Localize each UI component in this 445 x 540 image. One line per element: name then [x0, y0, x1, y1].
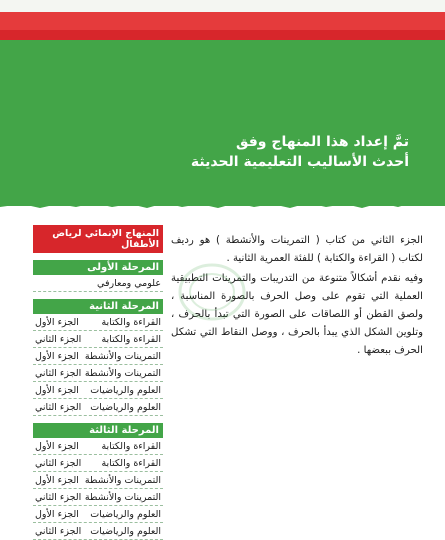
description-paragraph-1: الجزء الثاني من كتاب ( التمرينات والأنشطة ) هو رديف لكتاب ( القراءة والكتابة ) للفئة العمرية الثانية . [171, 235, 423, 264]
table-row [33, 523, 163, 540]
stage-3-heading: المرحلة الثالثة [33, 423, 163, 438]
green-panel [0, 40, 445, 206]
torn-paper-edge [0, 195, 445, 215]
part: الجزء الأول [35, 475, 79, 486]
part: الجزء الأول [35, 385, 79, 396]
part: الجزء الثاني [35, 458, 82, 469]
table-row [33, 382, 163, 399]
table-row [33, 489, 163, 506]
top-strip [0, 0, 445, 12]
part: الجزء الأول [35, 317, 79, 328]
description-paragraph-2: وفيه نقدم أشكالاً متنوعة من التدريبات والتمرينات التطبيقية العملية التي تقوم على وصل الحرف بالصورة المناسبة ، ولصق القطن أو اللصاقات على الصورة التي تبدأ بالحرف ، وتلوين الشكل الذي يبدأ بالحرف ، ووصل النقاط التي تشكل الحرف ببعضها . [171, 273, 423, 356]
subject: القراءة والكتابة [101, 317, 161, 328]
subject: التمرينات والأنشطة [84, 475, 161, 486]
table-row [33, 438, 163, 455]
part: الجزء الثاني [35, 526, 82, 537]
stage-1-heading: المرحلة الأولى [33, 260, 163, 275]
table-row [33, 365, 163, 382]
subject: العلوم والرياضيات [90, 526, 161, 537]
curriculum-list [33, 225, 163, 540]
red-band [0, 12, 445, 30]
stage-1-item: علومي ومعارفي [33, 275, 163, 292]
subject: التمرينات والأنشطة [84, 492, 161, 503]
subject: القراءة والكتابة [101, 458, 161, 469]
curriculum-title: المنهاج الإنمائي لرياض الأطفال [33, 225, 163, 253]
table-row [33, 455, 163, 472]
headline-line-2: أحدث الأساليب التعليمية الحديثة [190, 154, 409, 170]
stage-2-heading: المرحلة الثانية [33, 299, 163, 314]
subject: العلوم والرياضيات [90, 509, 161, 520]
part: الجزء الثاني [35, 402, 82, 413]
headline [99, 132, 409, 172]
table-row [33, 506, 163, 523]
part: الجزء الأول [35, 351, 79, 362]
part: الجزء الأول [35, 441, 79, 452]
table-row [33, 399, 163, 416]
table-row [33, 314, 163, 331]
table-row [33, 331, 163, 348]
part: الجزء الثاني [35, 368, 82, 379]
table-row [33, 472, 163, 489]
headline-line-1: تمَّ إعداد هذا المنهاج وفق [236, 134, 409, 150]
part: الجزء الثاني [35, 492, 82, 503]
subject: العلوم والرياضيات [90, 385, 161, 396]
red-rule [0, 30, 445, 40]
subject: التمرينات والأنشطة [84, 351, 161, 362]
part: الجزء الثاني [35, 334, 82, 345]
table-row [33, 348, 163, 365]
subject: العلوم والرياضيات [90, 402, 161, 413]
subject: القراءة والكتابة [101, 441, 161, 452]
part: الجزء الأول [35, 509, 79, 520]
subject: التمرينات والأنشطة [84, 368, 161, 379]
subject: القراءة والكتابة [101, 334, 161, 345]
publisher-logo-watermark [177, 262, 247, 322]
